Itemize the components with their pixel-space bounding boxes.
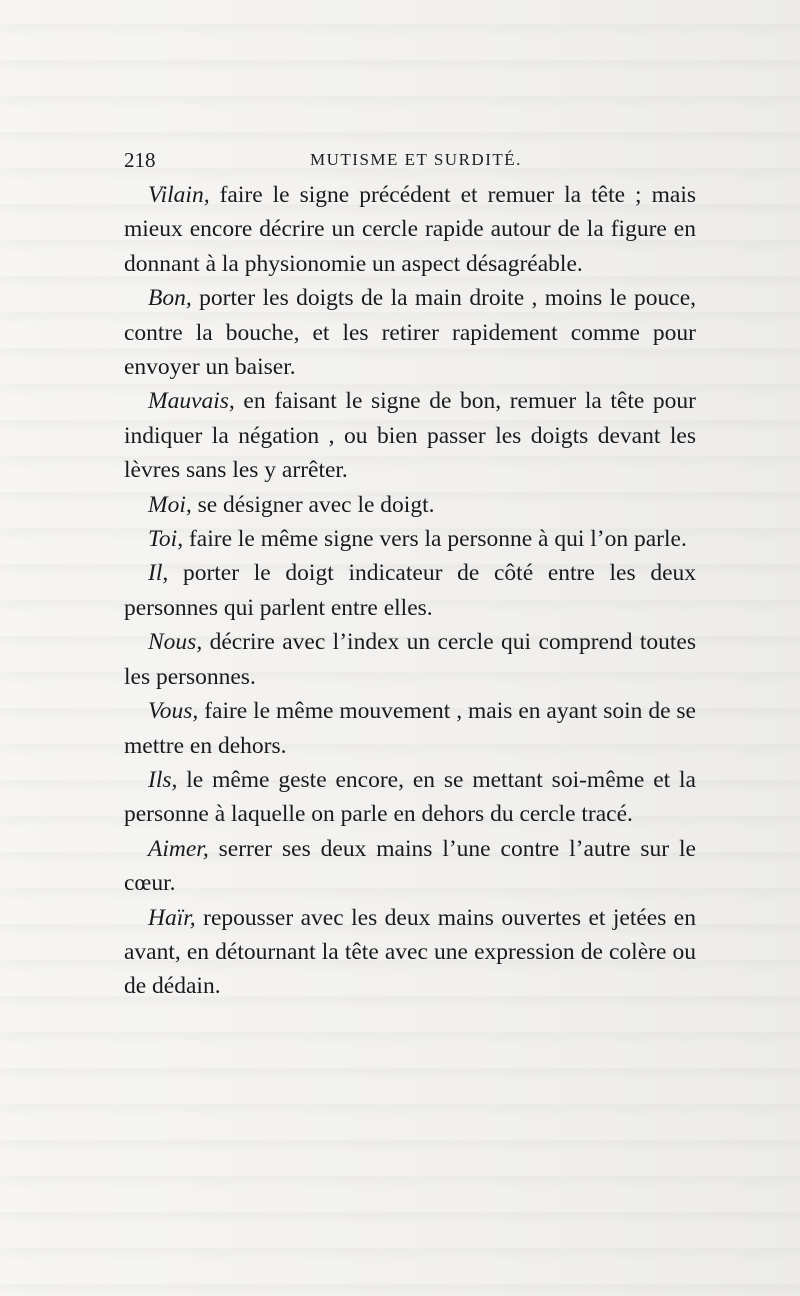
entry-hair [124, 901, 696, 1004]
entry-definition: faire le signe précédent et remuer la tête ; mais mieux encore décrire un cercle rapide autour de la figure en donnant à la physionomie un aspect désagréable. [124, 182, 696, 277]
entry-term: Vilain, [148, 182, 210, 208]
entry-definition: en faisant le signe de bon, remuer la tête pour indiquer la négation , ou bien passer les doigts devant les lèvres sans les y arrêter. [124, 388, 696, 484]
entry-ils [124, 763, 696, 832]
entry-bon [124, 281, 696, 384]
entry-term: Ils, [148, 766, 178, 793]
body-text [124, 178, 696, 1004]
entry-definition: le même geste encore, en se mettant soi-même et la personne à laquelle on parle en dehors du cercle tracé. [124, 766, 696, 828]
entry-toi [124, 522, 696, 556]
entry-moi [124, 488, 696, 522]
entry-term: Il, [148, 560, 169, 587]
entry-definition: repousser avec les deux mains ouvertes et jetées en avant, en détournant la tête avec une expression de colère ou de dédain. [124, 904, 696, 1000]
entry-vilain [124, 178, 696, 281]
entry-term: Toi, [148, 526, 184, 553]
page-number: 218 [124, 148, 156, 172]
entry-aimer [124, 832, 696, 901]
entry-term: Vous, [148, 698, 199, 725]
entry-term: Aimer, [148, 835, 209, 862]
entry-term: Haïr, [148, 904, 196, 931]
entry-mauvais [124, 384, 696, 487]
entry-definition: décrire avec l’index un cercle qui comprend toutes les personnes. [124, 629, 696, 690]
entry-vous [124, 694, 696, 763]
page-header [124, 148, 696, 172]
running-title: MUTISME ET SURDITÉ. [310, 150, 522, 169]
entry-term: Bon, [148, 285, 192, 312]
entry-il [124, 556, 696, 625]
entry-definition: se désigner avec le doigt. [191, 491, 435, 518]
entry-term: Moi, [148, 491, 192, 518]
entry-nous [124, 625, 696, 694]
entry-definition: porter le doigt indicateur de côté entre les deux personnes qui parlent entre elles. [124, 560, 696, 621]
entry-term: Nous, [148, 629, 203, 656]
entry-definition: porter les doigts de la main droite , moins le pouce, contre la bouche, et les retirer rapidement comme pour envoyer un baiser. [124, 285, 696, 381]
entry-term: Mauvais, [148, 388, 235, 415]
entry-definition: faire le même signe vers la personne à qui l’on parle. [183, 526, 687, 553]
entry-definition: serrer ses deux mains l’une contre l’autre sur le cœur. [124, 835, 696, 897]
entry-definition: faire le même mouvement , mais en ayant soin de se mettre en dehors. [124, 698, 696, 759]
